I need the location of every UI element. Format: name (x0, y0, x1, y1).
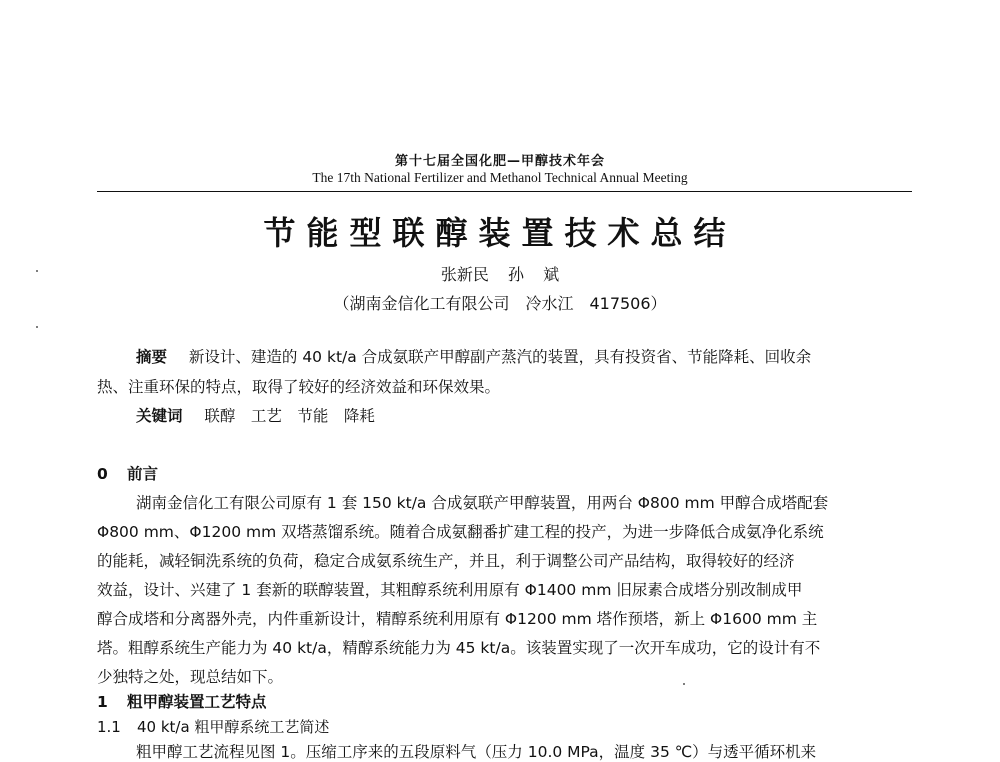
section-1-1-title: 40 kt/a 粗甲醇系统工艺简述 (137, 718, 330, 736)
section-1-title: 粗甲醇装置工艺特点 (127, 693, 267, 711)
conference-title-en: The 17th National Fertilizer and Methanol Technical Annual Meeting (312, 170, 688, 185)
section-0-number: 0 (97, 465, 108, 483)
abstract-line-2: 热、注重环保的特点，取得了较好的经济效益和环保效果。 (97, 378, 501, 396)
section-0-line-1: 湖南金信化工有限公司原有 1 套 150 kt/a 合成氨联产甲醇装置，用两台 Φ800 mm 甲醇合成塔配套 (136, 494, 829, 512)
section-1-1-heading (97, 716, 329, 737)
section-0-line-3: 的能耗，减轻铜洗系统的负荷，稳定合成氨系统生产，并且，利于调整公司产品结构，取得较好的经济 (97, 552, 795, 570)
keywords-line (136, 405, 375, 427)
section-0-title: 前言 (127, 465, 159, 483)
section-0-line-2: Φ800 mm、Φ1200 mm 双塔蒸馏系统。随着合成氨翻番扩建工程的投产，为进一步降低合成氨净化系统 (97, 523, 824, 541)
scan-speck (36, 270, 38, 272)
section-0-line-6: 塔。粗醇系统生产能力为 40 kt/a，精醇系统能力为 45 kt/a。该装置实现了一次开车成功，它的设计有不 (97, 639, 821, 657)
section-0-line-4: 效益，设计、兴建了 1 套新的联醇装置，其粗醇系统利用原有 Φ1400 mm 旧尿素合成塔分别改制成甲 (97, 581, 803, 599)
abstract-line-1 (136, 346, 811, 368)
paper-affiliation: （湖南金信化工有限公司 冷水江 417506） (333, 294, 667, 313)
conference-title-cn: 第十七届全国化肥—甲醇技术年会 (394, 154, 605, 169)
section-0-heading (97, 462, 158, 484)
abstract-text-1: 新设计、建造的 40 kt/a 合成氨联产甲醇副产蒸汽的装置，具有投资省、节能降耗、回收余 (188, 348, 812, 366)
keywords-items: 联醇 工艺 节能 降耗 (204, 407, 375, 425)
header-divider (97, 191, 912, 192)
paper-authors: 张新民 孙 斌 (440, 265, 560, 284)
abstract-label: 摘要 (136, 348, 168, 366)
section-1-number: 1 (97, 693, 108, 711)
section-0-line-5: 醇合成塔和分离器外壳，内件重新设计，精醇系统利用原有 Φ1200 mm 塔作预塔，新上 Φ1600 mm 主 (97, 610, 818, 628)
scan-speck (683, 683, 685, 685)
scan-speck (36, 326, 38, 328)
section-1-heading (97, 690, 267, 712)
paper-title: 节能型联醇装置技术总结 (263, 214, 737, 252)
keywords-label: 关键词 (136, 407, 183, 425)
section-1-1-number: 1.1 (97, 718, 121, 736)
section-1-1-line-1: 粗甲醇工艺流程见图 1。压缩工序来的五段原料气（压力 10.0 MPa，温度 35 ℃）与透平循环机来 (136, 743, 817, 761)
section-0-line-7: 少独特之处，现总结如下。 (97, 668, 284, 686)
